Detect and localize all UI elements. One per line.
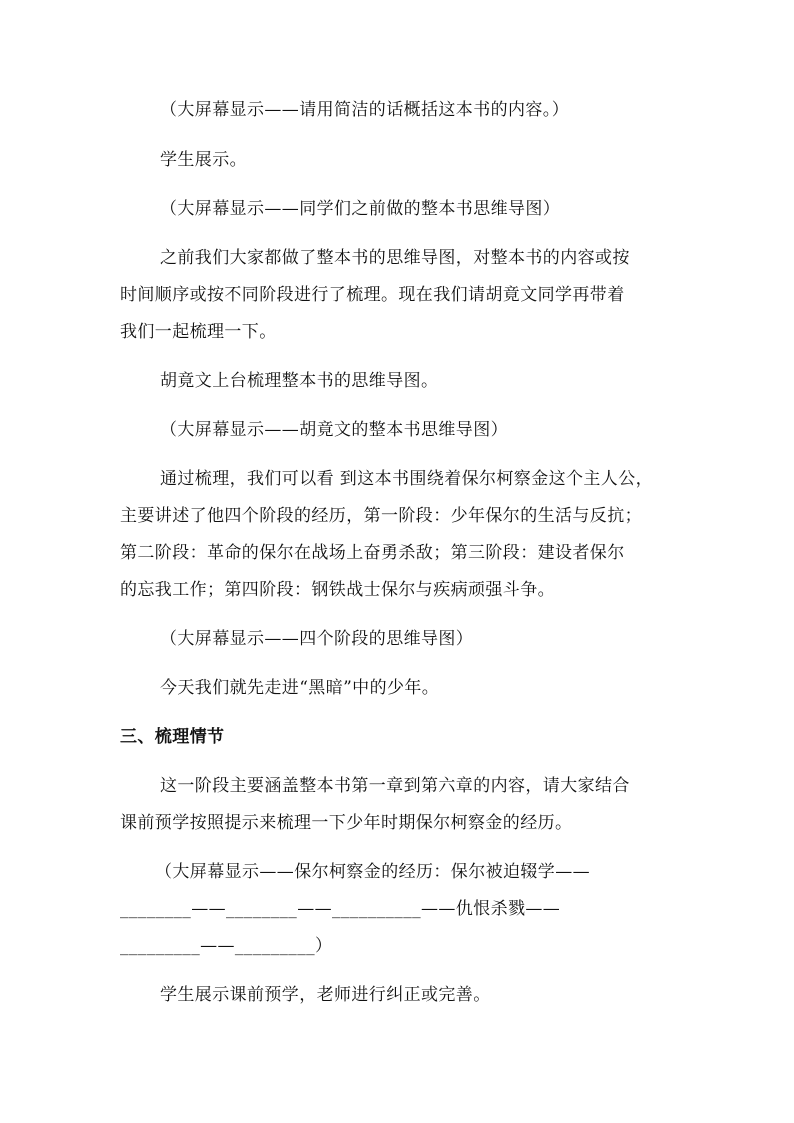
section-heading: 三、梳理情节 — [120, 727, 225, 747]
screen-prompt-experience-line-1: （大屏幕显示——保尔柯察金的经历：保尔被迫辍学—— — [155, 862, 590, 882]
paragraph-stages-line-1: 通过梳理，我们可以看 到这本书围绕着保尔柯察金这个主人公， — [160, 469, 654, 489]
student-mindmap-line: 胡竟文上台梳理整本书的思维导图。 — [160, 371, 439, 391]
paragraph-chapters-line-1: 这一阶段主要涵盖整本书第一章到第六章的内容，请大家结合 — [160, 776, 630, 796]
screen-prompt-mindmap: （大屏幕显示——同学们之前做的整本书思维导图） — [160, 199, 561, 219]
student-show-line: 学生展示。 — [160, 150, 247, 170]
screen-prompt-four-stages: （大屏幕显示——四个阶段的思维导图） — [160, 629, 474, 649]
paragraph-stages-line-3: 第二阶段：革命的保尔在战场上奋勇杀敌；第三阶段：建设者保尔 — [120, 543, 625, 563]
paragraph-mindmap-line-3: 我们一起梳理一下。 — [120, 322, 277, 342]
paragraph-stages-line-2: 主要讲述了他四个阶段的经历，第一阶段：少年保尔的生活与反抗； — [120, 506, 642, 526]
paragraph-mindmap-line-1: 之前我们大家都做了整本书的思维导图，对整本书的内容或按 — [160, 248, 630, 268]
screen-prompt-student-mindmap: （大屏幕显示——胡竟文的整本书思维导图） — [160, 420, 508, 440]
screen-prompt-summary: （大屏幕显示——请用简洁的话概括这本书的内容。） — [160, 100, 570, 120]
screen-prompt-experience-line-2: ________——________——__________——仇恨杀戮—— — [120, 899, 561, 919]
student-presentation-line: 学生展示课前预学，老师进行纠正或完善。 — [160, 985, 491, 1005]
paragraph-chapters-line-2: 课前预学按照提示来梳理一下少年时期保尔柯察金的经历。 — [120, 813, 573, 833]
screen-prompt-experience-line-3: _________——_________） — [120, 936, 333, 956]
paragraph-dark-youth: 今天我们就先走进“黑暗”中的少年。 — [160, 678, 440, 698]
paragraph-stages-line-4: 的忘我工作；第四阶段：钢铁战士保尔与疾病顽强斗争。 — [120, 580, 555, 600]
paragraph-mindmap-line-2: 时间顺序或按不同阶段进行了梳理。现在我们请胡竟文同学再带着 — [120, 285, 625, 305]
